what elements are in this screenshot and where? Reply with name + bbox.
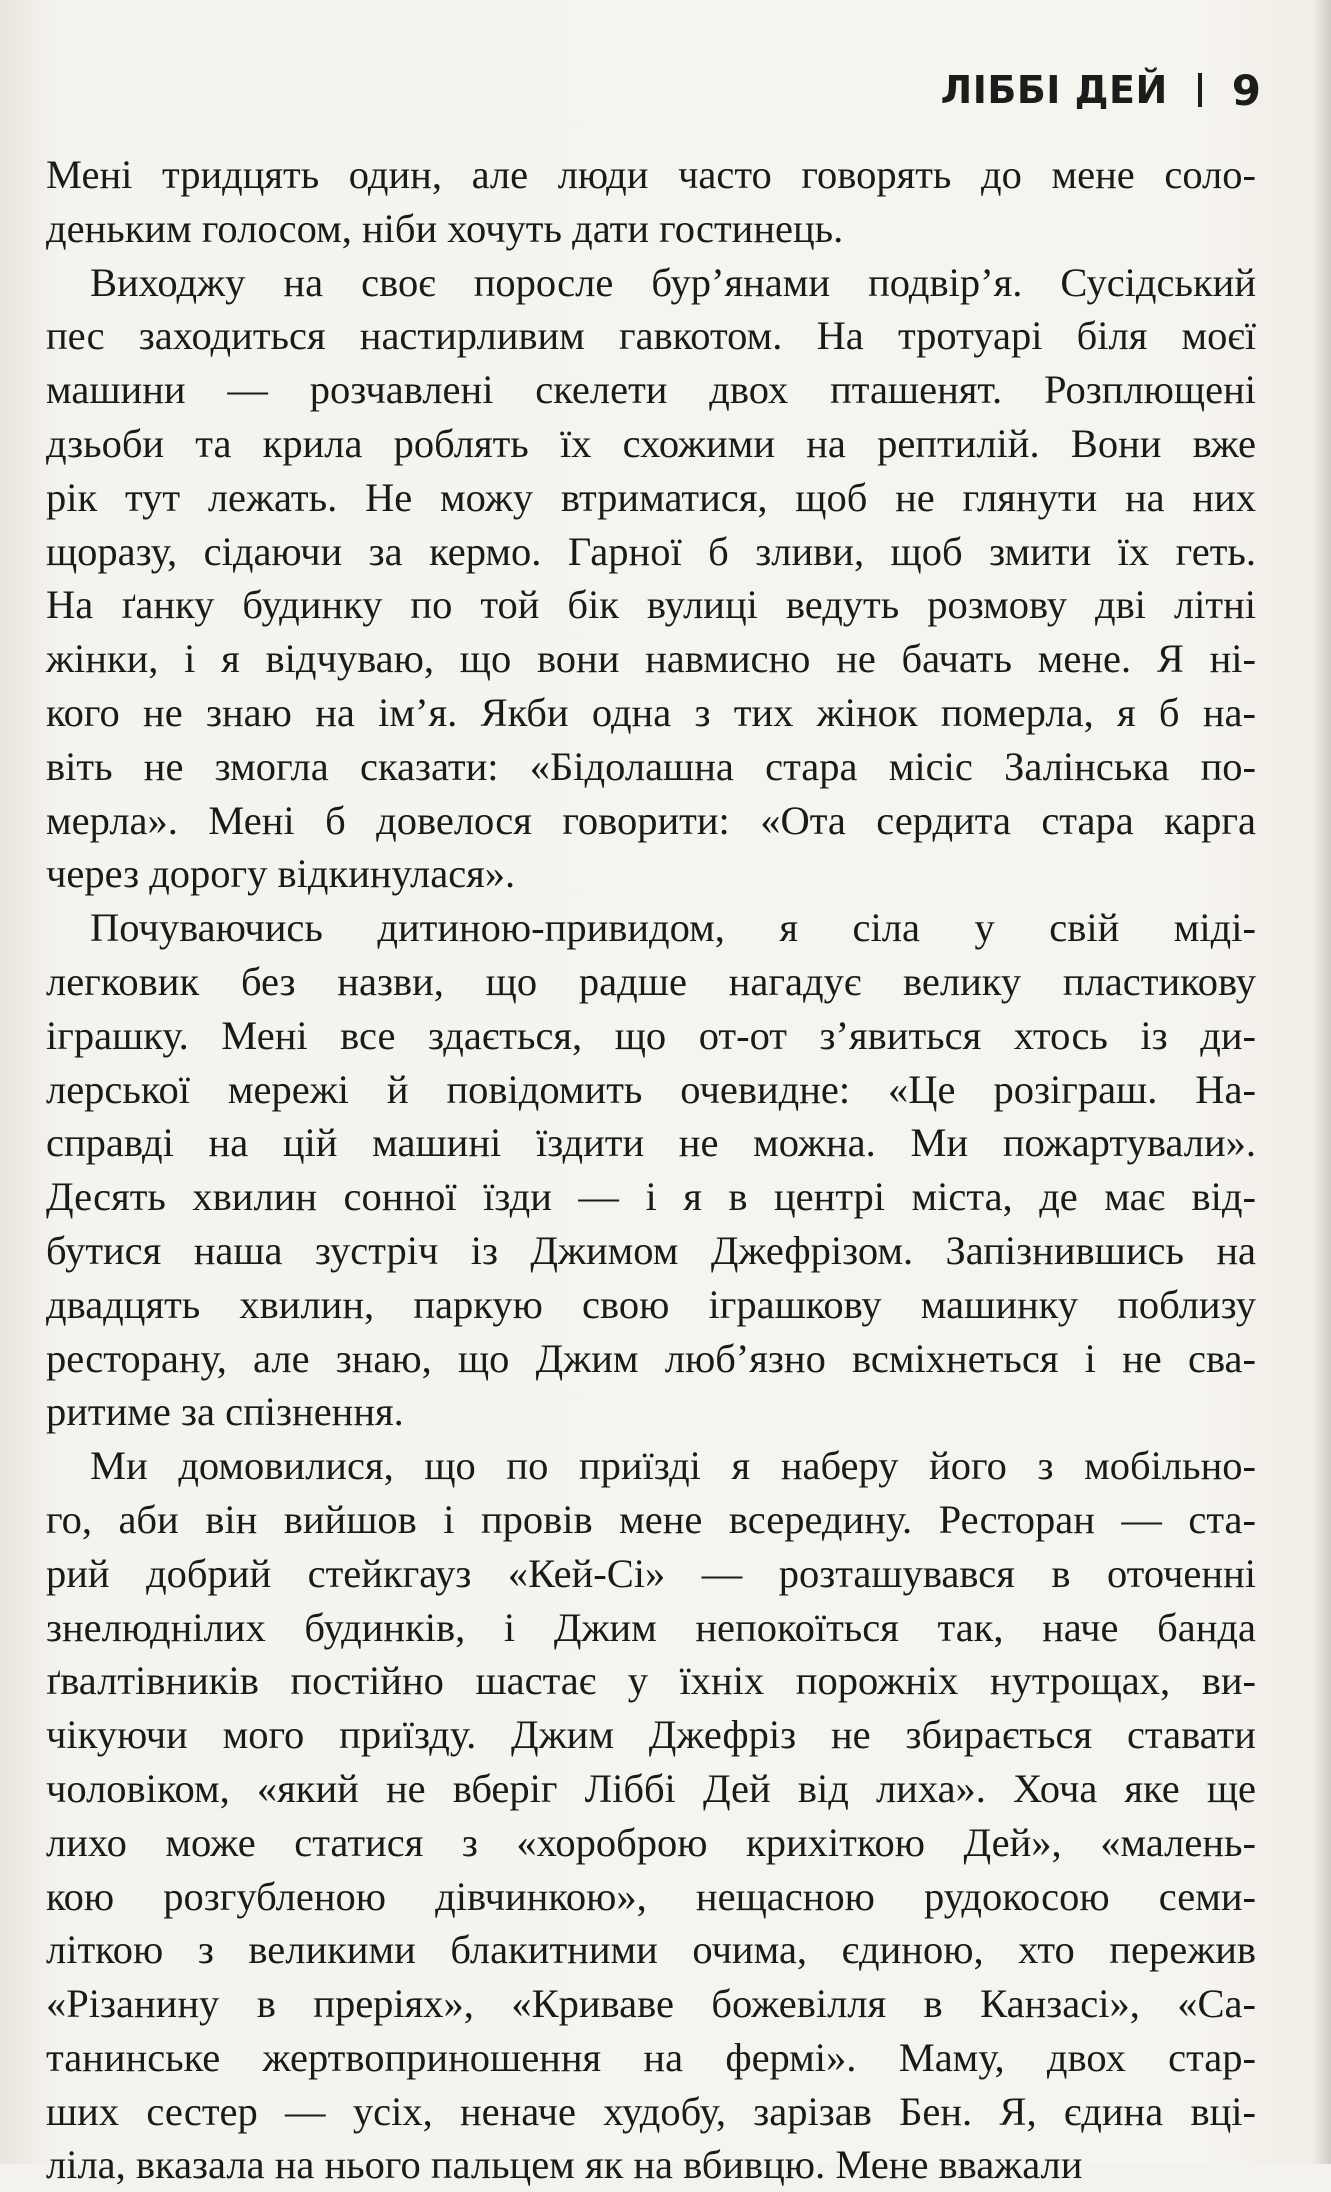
text-line: чоловіком, «який не вберіг Ліббі Дей від лиха». Хоча яке ще <box>46 1765 1256 1811</box>
text-line: літкою з великими блакитними очима, єдиною, хто пережив <box>46 1927 1256 1973</box>
text-line: На ґанку будинку по той бік вулиці ведуть розмову дві літні <box>46 582 1256 628</box>
text-line: пес заходиться настирливим гавкотом. На тротуарі біля моєї <box>46 313 1256 359</box>
text-line: дзьоби та крила роблять їх схожими на рептилій. Вони вже <box>46 420 1256 466</box>
text-line: го, аби він вийшов і провів мене всередину. Ресторан — ста- <box>46 1496 1256 1542</box>
text-line: танинське жертвоприношення на фермі». Маму, двох стар- <box>46 2034 1256 2080</box>
text-line: лерської мережі й повідомить очевидне: «Це розіграш. На- <box>46 1066 1256 1112</box>
text-line: ліла, вказала на нього пальцем як на вбивцю. Мене вважали <box>46 2142 1083 2188</box>
text-line: справді на цій машині їздити не можна. Ми пожартували». <box>46 1120 1256 1166</box>
text-line: Десять хвилин сонної їзди — і я в центрі міста, де має від- <box>46 1174 1256 1220</box>
paragraph <box>46 148 1256 256</box>
page-edge-shadow <box>1313 0 1331 2164</box>
text-line: жінки, і я відчуваю, що вони навмисно не бачать мене. Я ні- <box>46 636 1256 682</box>
text-line: знелюднілих будинків, і Джим непокоїться так, наче банда <box>46 1604 1256 1650</box>
text-line: іграшку. Мені все здається, що от-от з’явиться хтось із ди- <box>46 1012 1256 1058</box>
text-line: Почуваючись дитиною-привидом, я сіла у свій міді- <box>90 905 1256 951</box>
body-text <box>46 148 1256 2192</box>
text-line: через дорогу відкинулася». <box>46 851 516 897</box>
text-line: мерла». Мені б довелося говорити: «Ота сердита стара карга <box>46 797 1256 843</box>
text-line: рік тут лежать. Не можу втриматися, щоб не глянути на них <box>46 474 1256 520</box>
text-line: машини — розчавлені скелети двох пташенят. Розплющені <box>46 367 1256 413</box>
text-line: рий добрий стейкгауз «Кей-Сі» — розташувався в оточенні <box>46 1550 1256 1596</box>
text-line: бутися наша зустріч із Джимом Джефрізом. Запізнившись на <box>46 1227 1256 1273</box>
text-line: ших сестер — усіх, неначе худобу, зарізав Бен. Я, єдина вці- <box>46 2088 1256 2134</box>
text-line: Виходжу на своє поросле бур’янами подвір’я. Сусідський <box>90 259 1256 305</box>
paragraph <box>46 901 1256 1439</box>
text-line: Мені тридцять один, але люди часто говорять до мене соло- <box>46 152 1256 197</box>
page-number: 9 <box>1231 65 1261 115</box>
text-line: деньким голосом, ніби хочуть дати гостинець. <box>46 205 844 251</box>
running-title: ЛІББІ ДЕЙ <box>940 68 1168 112</box>
text-line: віть не змогла сказати: «Бідолашна стара місіс Залінська по- <box>46 743 1256 789</box>
text-line: кого не знаю на ім’я. Якби одна з тих жінок померла, я б на- <box>46 689 1256 735</box>
paragraph <box>46 1439 1256 2192</box>
text-line: чікуючи мого приїзду. Джим Джефріз не збирається ставати <box>46 1712 1256 1758</box>
paragraph <box>46 256 1256 902</box>
text-line: «Різанину в преріях», «Криваве божевілля в Канзасі», «Са- <box>46 1981 1256 2027</box>
text-line: щоразу, сідаючи за кермо. Гарної б зливи, щоб змити їх геть. <box>46 528 1256 574</box>
text-line: ґвалтівників постійно шастає у їхніх порожніх нутрощах, ви- <box>46 1658 1256 1704</box>
header-separator <box>1198 73 1202 107</box>
text-line: лихо може статися з «хороброю крихіткою Дей», «малень- <box>46 1819 1256 1865</box>
text-line: легковик без назви, що радше нагадує велику пластикову <box>46 958 1256 1004</box>
text-line: Ми домовилися, що по приїзді я наберу його з мобільно- <box>90 1443 1256 1489</box>
text-line: кою розгубленою дівчинкою», нещасною рудокосою семи- <box>46 1873 1256 1919</box>
text-line: ресторану, але знаю, що Джим люб’язно всміхнеться і не сва- <box>46 1335 1256 1381</box>
running-head <box>941 60 1261 120</box>
text-line: двадцять хвилин, паркую свою іграшкову машинку поблизу <box>46 1281 1256 1327</box>
text-line: ритиме за спізнення. <box>46 1389 404 1435</box>
